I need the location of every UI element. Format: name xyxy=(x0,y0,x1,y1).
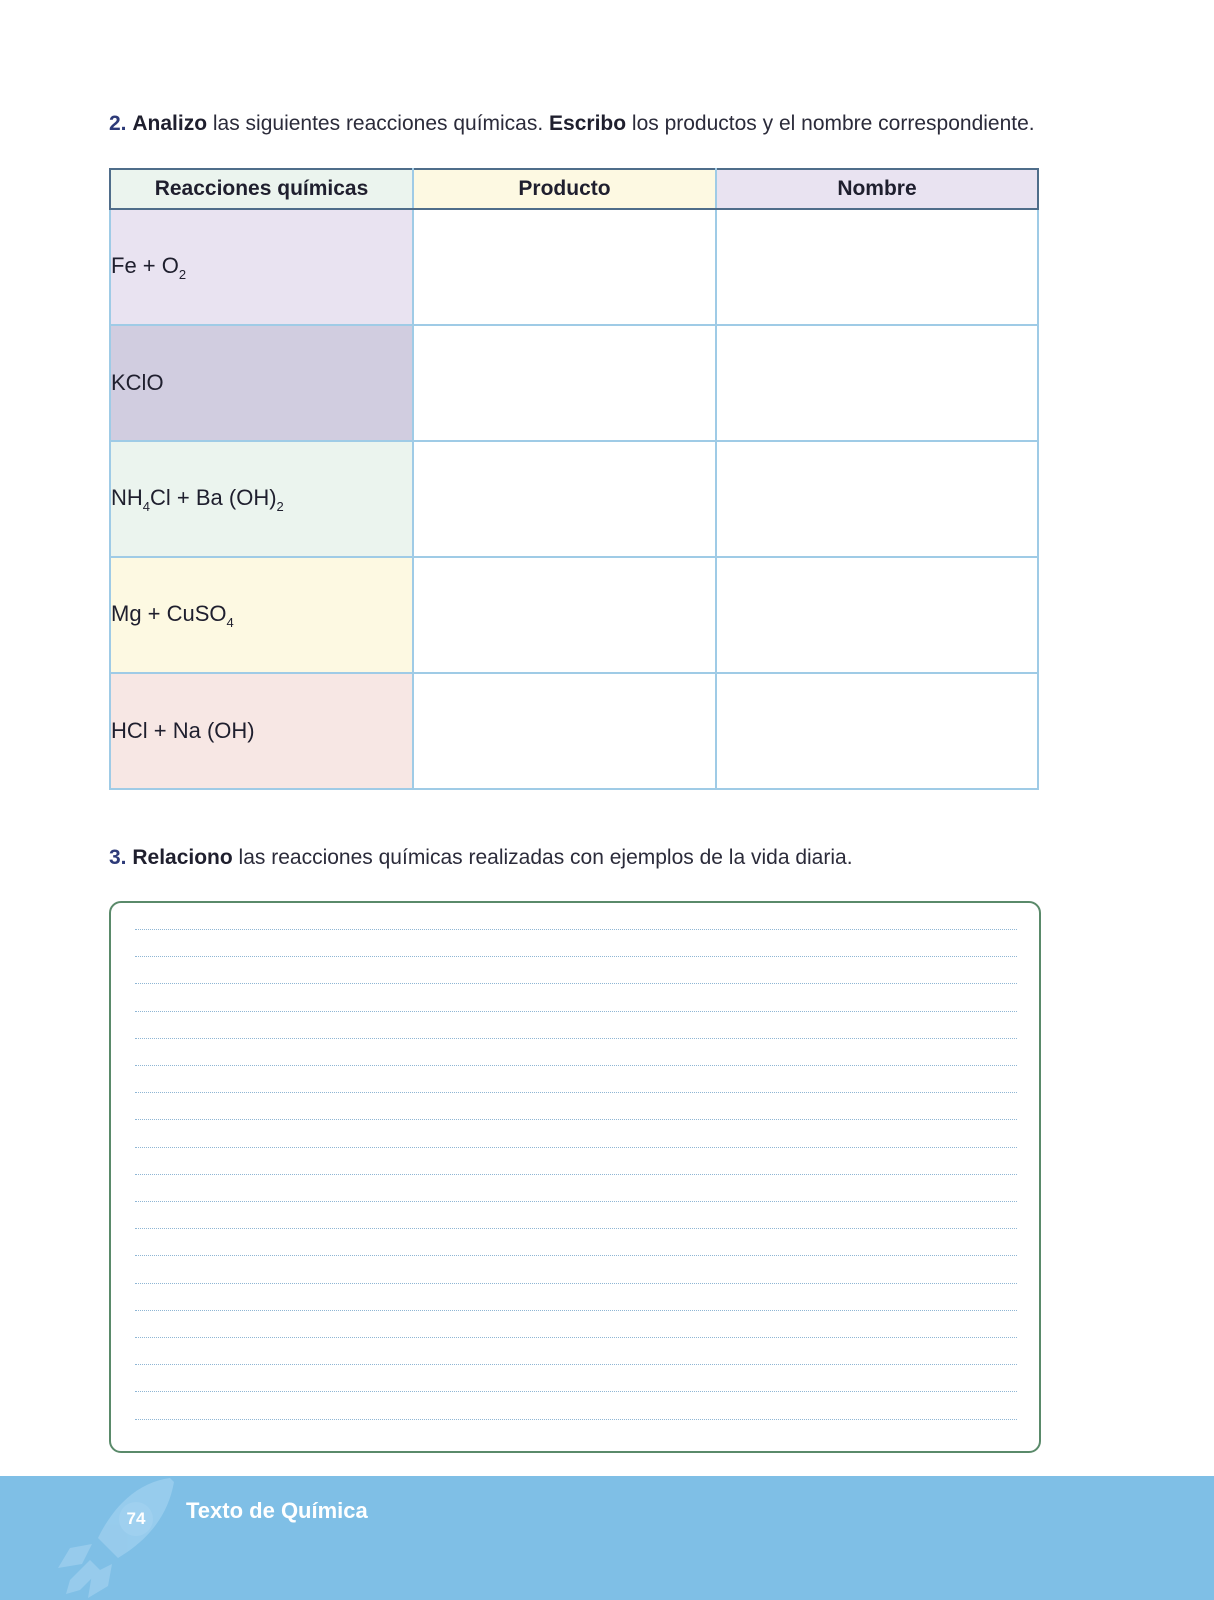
reaction-formula xyxy=(110,325,413,441)
question-verb: Analizo xyxy=(132,112,208,135)
writing-line xyxy=(135,1310,1017,1311)
table-row xyxy=(110,325,1038,441)
column-header-nombre: Nombre xyxy=(716,169,1038,209)
column-header-reacciones: Reacciones químicas xyxy=(110,169,413,209)
footer-title: Texto de Química xyxy=(186,1498,368,1523)
writing-line xyxy=(135,1065,1017,1066)
writing-line xyxy=(135,1119,1017,1120)
reaction-formula xyxy=(110,673,413,789)
question-number: 3. xyxy=(109,846,127,869)
page-number-badge: 74 xyxy=(119,1502,153,1536)
writing-line xyxy=(135,1337,1017,1338)
table-row xyxy=(110,557,1038,673)
question-3-instruction xyxy=(109,844,853,872)
table-row xyxy=(110,209,1038,325)
writing-line xyxy=(135,1228,1017,1229)
formula-subscript: 4 xyxy=(226,614,234,630)
writing-line xyxy=(135,1283,1017,1284)
formula-text: Cl + Ba (OH) xyxy=(150,484,277,510)
formula-text: Fe + O xyxy=(111,252,179,278)
question-number: 2. xyxy=(109,112,127,135)
writing-line xyxy=(135,1419,1017,1420)
writing-line xyxy=(135,1201,1017,1202)
writing-line xyxy=(135,1255,1017,1256)
reaction-formula xyxy=(110,557,413,673)
question-verb: Relaciono xyxy=(132,846,233,869)
writing-line xyxy=(135,1011,1017,1012)
nombre-answer-cell[interactable] xyxy=(716,673,1038,789)
formula-subscript: 4 xyxy=(142,498,151,514)
producto-answer-cell[interactable] xyxy=(413,325,716,441)
table-row xyxy=(110,673,1038,789)
question-verb: Escribo xyxy=(549,112,627,135)
nombre-answer-cell[interactable] xyxy=(716,209,1038,325)
question-text: los productos y el nombre correspondiente. xyxy=(626,112,1035,135)
nombre-answer-cell[interactable] xyxy=(716,557,1038,673)
formula-text: NH xyxy=(111,484,143,510)
table-row xyxy=(110,441,1038,557)
writing-line xyxy=(135,1391,1017,1392)
writing-line xyxy=(135,1174,1017,1175)
writing-line xyxy=(135,983,1017,984)
writing-line xyxy=(135,1038,1017,1039)
writing-line xyxy=(135,929,1017,930)
writing-line xyxy=(135,1364,1017,1365)
producto-answer-cell[interactable] xyxy=(413,673,716,789)
writing-line xyxy=(135,1147,1017,1148)
nombre-answer-cell[interactable] xyxy=(716,441,1038,557)
page-footer xyxy=(0,1476,1214,1600)
reactions-table xyxy=(109,168,1039,790)
question-text: las siguientes reacciones químicas. xyxy=(207,112,550,135)
formula-text: HCl + Na (OH) xyxy=(111,718,255,743)
formula-text: KClO xyxy=(111,370,164,395)
producto-answer-cell[interactable] xyxy=(413,557,716,673)
nombre-answer-cell[interactable] xyxy=(716,325,1038,441)
writing-line xyxy=(135,1092,1017,1093)
formula-text: Mg + CuSO xyxy=(111,600,227,626)
producto-answer-cell[interactable] xyxy=(413,441,716,557)
answer-writing-area[interactable] xyxy=(109,901,1041,1453)
table-header-row xyxy=(110,169,1038,209)
column-header-producto: Producto xyxy=(413,169,716,209)
formula-subscript: 2 xyxy=(178,266,187,282)
rocket-icon xyxy=(40,1476,190,1600)
formula-subscript: 2 xyxy=(276,498,284,514)
reaction-formula xyxy=(110,441,413,557)
question-text: las reacciones químicas realizadas con ejemplos de la vida diaria. xyxy=(232,846,853,869)
question-2-instruction xyxy=(109,110,1035,138)
producto-answer-cell[interactable] xyxy=(413,209,716,325)
reaction-formula xyxy=(110,209,413,325)
writing-line xyxy=(135,956,1017,957)
